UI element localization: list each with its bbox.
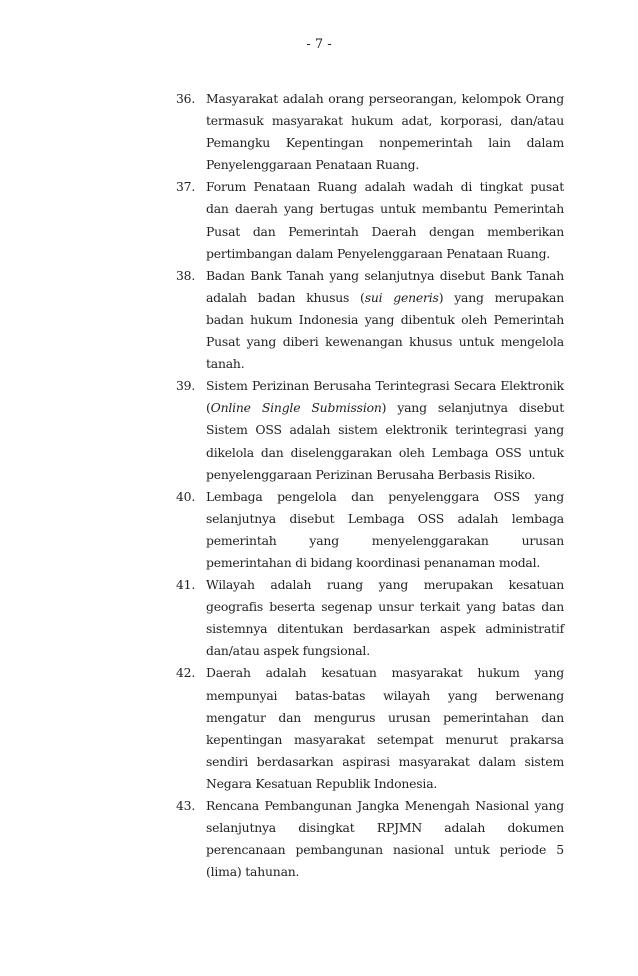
text-segment: sendiri berdasarkan aspirasi masyarakat dalam sistem bbox=[206, 753, 564, 769]
item-text-line bbox=[206, 817, 564, 839]
text-segment: pertimbangan dalam Penyelenggaraan Penataan Ruang. bbox=[206, 245, 551, 261]
italic-term: sui generis bbox=[364, 289, 439, 305]
item-text-line bbox=[206, 419, 564, 441]
item-text-line bbox=[206, 530, 564, 552]
item-text-line bbox=[206, 464, 564, 486]
text-segment: adalah badan khusus ( bbox=[206, 289, 365, 305]
text-segment: Wilayah adalah ruang yang merupakan kesatuan bbox=[206, 577, 564, 593]
item-text-line bbox=[206, 265, 564, 287]
item-number: 37. bbox=[176, 179, 196, 195]
definition-item bbox=[176, 265, 564, 375]
text-segment: dan/atau aspek fungsional. bbox=[206, 643, 370, 659]
item-text-line bbox=[206, 287, 564, 309]
item-text-line bbox=[206, 221, 564, 243]
text-segment: Masyarakat adalah orang perseorangan, kelompok Orang bbox=[206, 91, 564, 106]
text-segment: termasuk masyarakat hukum adat, korporasi, dan/atau bbox=[206, 113, 564, 129]
item-text-line bbox=[206, 309, 564, 331]
text-segment: pemerintahan di bidang koordinasi penanaman modal. bbox=[206, 554, 541, 570]
text-segment: selanjutnya disingkat RPJMN adalah dokumen bbox=[206, 820, 564, 836]
item-text-line bbox=[206, 486, 564, 508]
text-segment: Penyelenggaraan Penataan Ruang. bbox=[206, 157, 420, 173]
text-segment: pemerintah yang menyelenggarakan urusan bbox=[206, 532, 564, 548]
text-segment: Forum Penataan Ruang adalah wadah di tingkat pusat bbox=[206, 179, 564, 195]
definition-item bbox=[176, 375, 564, 485]
text-segment: selanjutnya disebut Lembaga OSS adalah lembaga bbox=[206, 510, 564, 526]
item-text-line bbox=[206, 640, 564, 662]
item-number: 39. bbox=[176, 378, 196, 394]
text-segment: Sistem Perizinan Berusaha Terintegrasi Secara Elektronik bbox=[206, 378, 564, 394]
item-text-line bbox=[206, 198, 564, 220]
text-segment: ) yang selanjutnya disebut bbox=[381, 400, 564, 416]
item-text-line bbox=[206, 154, 564, 176]
definition-list bbox=[176, 88, 564, 883]
text-segment: kepentingan masyarakat setempat menurut prakarsa bbox=[206, 731, 564, 747]
item-text-line bbox=[206, 331, 564, 353]
text-segment: (lima) tahunan. bbox=[206, 864, 300, 880]
text-segment: Pemangku Kepentingan nonpemerintah lain dalam bbox=[206, 135, 564, 151]
text-segment: penyelenggaraan Perizinan Berusaha Berbasis Risiko. bbox=[206, 466, 536, 482]
text-segment: Pusat dan Pemerintah Daerah dengan memberikan bbox=[206, 223, 564, 239]
text-segment: mempunyai batas-batas wilayah yang berwenang bbox=[206, 687, 564, 703]
text-segment: mengatur dan mengurus urusan pemerintahan dan bbox=[206, 709, 564, 725]
text-segment: badan hukum Indonesia yang dibentuk oleh Pemerintah bbox=[206, 311, 564, 327]
text-segment: tanah. bbox=[206, 356, 245, 372]
definition-item bbox=[176, 88, 564, 176]
definition-item bbox=[176, 176, 564, 264]
item-text-line bbox=[206, 176, 564, 198]
text-segment: perencanaan pembangunan nasional untuk periode 5 bbox=[206, 842, 564, 858]
text-segment: Rencana Pembangunan Jangka Menengah Nasional yang bbox=[206, 798, 564, 813]
page-number: - 7 - bbox=[306, 37, 332, 52]
text-segment: Sistem OSS adalah sistem elektronik terintegrasi yang bbox=[206, 422, 564, 438]
item-number: 36. bbox=[176, 91, 196, 106]
item-text-line bbox=[206, 88, 564, 110]
item-text-line bbox=[206, 685, 564, 707]
item-number: 42. bbox=[176, 665, 196, 681]
definition-item bbox=[176, 574, 564, 662]
item-number: 40. bbox=[176, 488, 196, 504]
item-text-line bbox=[206, 110, 564, 132]
item-text-line bbox=[206, 442, 564, 464]
item-number: 43. bbox=[176, 798, 196, 813]
item-text-line bbox=[206, 751, 564, 773]
text-segment: Negara Kesatuan Republik Indonesia. bbox=[206, 775, 438, 791]
text-segment: Pusat yang diberi kewenangan khusus untuk mengelola bbox=[206, 334, 564, 350]
item-text-line bbox=[206, 375, 564, 397]
item-text-line bbox=[206, 552, 564, 574]
item-text-line bbox=[206, 707, 564, 729]
text-segment: Daerah adalah kesatuan masyarakat hukum yang bbox=[206, 665, 564, 681]
item-number: 41. bbox=[176, 577, 196, 593]
item-text-line bbox=[206, 839, 564, 861]
text-segment: dan daerah yang bertugas untuk membantu Pemerintah bbox=[206, 201, 564, 217]
text-segment: geografis beserta segenap unsur terkait yang batas dan bbox=[206, 599, 564, 615]
definition-item bbox=[176, 486, 564, 574]
item-text-line bbox=[206, 508, 564, 530]
item-text-line bbox=[206, 618, 564, 640]
item-text-line bbox=[206, 729, 564, 751]
definition-item bbox=[176, 795, 564, 883]
text-segment: sistemnya ditentukan berdasarkan aspek administratif bbox=[206, 621, 564, 637]
italic-term: Online Single Submission bbox=[210, 400, 382, 416]
text-segment: Lembaga pengelola dan penyelenggara OSS yang bbox=[206, 488, 564, 504]
item-text-line bbox=[206, 861, 564, 883]
text-segment: ( bbox=[206, 400, 211, 416]
item-text-line bbox=[206, 574, 564, 596]
text-segment: Badan Bank Tanah yang selanjutnya disebut Bank Tanah bbox=[206, 267, 564, 283]
item-text-line bbox=[206, 397, 564, 419]
item-number: 38. bbox=[176, 267, 196, 283]
item-text-line bbox=[206, 795, 564, 817]
item-text-line bbox=[206, 243, 564, 265]
definition-item bbox=[176, 662, 564, 795]
text-segment: ) yang merupakan bbox=[438, 289, 564, 305]
item-text-line bbox=[206, 596, 564, 618]
text-segment: dikelola dan diselenggarakan oleh Lembaga OSS untuk bbox=[206, 444, 564, 460]
item-text-line bbox=[206, 773, 564, 795]
item-text-line bbox=[206, 353, 564, 375]
item-text-line bbox=[206, 132, 564, 154]
item-text-line bbox=[206, 662, 564, 684]
